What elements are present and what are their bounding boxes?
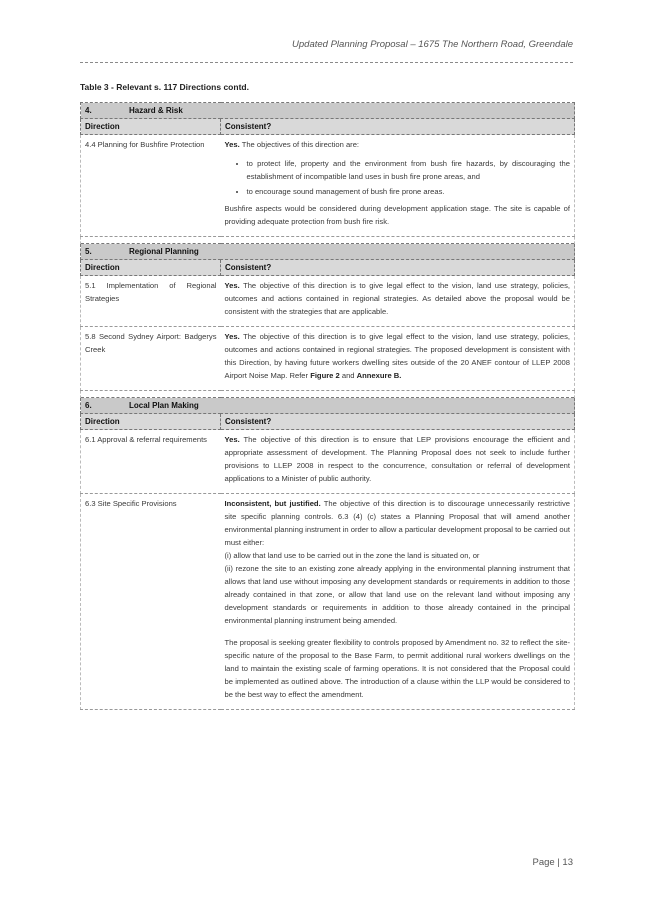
section-header-regional — [81, 244, 575, 260]
list-item: • to encourage sound management of bush fire prone areas. — [247, 185, 571, 198]
justification-paragraph: The proposal is seeking greater flexibility to controls proposed by Amendment no. 32 to reflect the site-specific nature of the proposal to the Base Farm, to permit additional rural workers dwellings on the land to maintain the existing scale of farming operations. It is not considered that the Proposal could be implemented as outlined above. The introduction of a clause within the LLP would be considered to be the best way to effect the amendment. — [224, 638, 570, 699]
list-item: • to protect life, property and the environment from bush fire hazards, by discouraging the establishment of incompatible land uses in bush fire prone areas, and — [247, 157, 571, 183]
inconsistent-label: Inconsistent, but justified. — [224, 499, 321, 508]
yes-label: Yes. — [224, 281, 240, 290]
conjunction: and — [341, 371, 355, 380]
consistency-cell — [221, 430, 575, 494]
direction-cell: 6.3 Site Specific Provisions — [81, 494, 221, 710]
direction-column-header: Direction — [81, 119, 221, 135]
yes-label: Yes. — [224, 435, 240, 444]
table-row — [81, 276, 575, 327]
consistency-cell — [221, 276, 575, 327]
table-caption: Table 3 - Relevant s. 117 Directions contd. — [80, 82, 249, 92]
clause-ii: (ii) rezone the site to an existing zone already applying in the environmental planning instrument that allows that land use without imposing any development standards or requirements in addition to those already contained in that zone, or allow that land use on the relevant land without imposing any development standards or requirements in addition to those already contained in the principal environmental planning instrument being amended. — [224, 564, 570, 625]
consistency-cell — [221, 135, 575, 237]
table-row — [81, 494, 575, 710]
consistent-column-header: Consistent? — [221, 414, 575, 430]
column-header-row — [81, 260, 575, 276]
objective-list — [225, 157, 571, 198]
consistency-text: The objective of this direction is to give legal effect to the vision, land use strategy, policies, outcomes and actions contained in regional strategies. The proposed development is consistent with this Direction, by having future workers dwelling sites outside of the 20 ANEF contour of LLEP 2008 Airport Noise Map. Refer — [224, 332, 570, 380]
consistent-column-header: Consistent? — [221, 260, 575, 276]
section-number: 4. — [85, 106, 92, 115]
section-header-local — [81, 398, 575, 414]
table-row — [81, 327, 575, 391]
column-header-row — [81, 119, 575, 135]
section-number: 5. — [85, 247, 92, 256]
section-header-hazard — [81, 103, 575, 119]
column-header-row — [81, 414, 575, 430]
clause-i: (i) allow that land use to be carried out in the zone the land is situated on, or — [224, 551, 480, 560]
running-header: Updated Planning Proposal – 1675 The Northern Road, Greendale — [292, 39, 573, 50]
consistency-text: The objective of this direction is to ensure that LEP provisions encourage the efficient and appropriate assessment of development. The Planning Proposal does not seek to include further provisions to LLEP 2008 in respect to the concurrence, consultation or referral of development applications to a Minister of public authority. — [224, 435, 570, 483]
consistency-cell — [221, 327, 575, 391]
consistency-cell — [221, 494, 575, 710]
header-divider — [80, 62, 573, 63]
consistency-text: The objective of this direction is to give legal effect to the vision, land use strategy, policies, outcomes and actions contained in regional strategies. As detailed above the proposal would be consistent with the strategies that are applicable. — [224, 281, 570, 316]
yes-label: Yes. — [224, 140, 240, 149]
direction-cell: 6.1 Approval & referral requirements — [81, 430, 221, 494]
direction-column-header: Direction — [81, 260, 221, 276]
bushfire-note: Bushfire aspects would be considered during development application stage. The site is capable of providing adequate protection from bush fire risk. — [224, 204, 570, 226]
annexure-reference: Annexure B. — [356, 371, 402, 380]
objective-intro: The objectives of this direction are: — [241, 140, 360, 149]
section-title: Regional Planning — [129, 247, 199, 256]
directions-table — [80, 102, 575, 710]
direction-cell: 4.4 Planning for Bushfire Protection — [81, 135, 221, 237]
table-row — [81, 430, 575, 494]
section-number: 6. — [85, 401, 92, 410]
consistency-text: The objective of this direction is to discourage unnecessarily restrictive site specific planning controls. 6.3 (4) (c) states a Planning Proposal that will amend another environmental planning instrument in order to allow a particular development proposal to be carried out must either: — [224, 499, 570, 547]
yes-label: Yes. — [224, 332, 240, 341]
figure-reference: Figure 2 — [310, 371, 340, 380]
direction-column-header: Direction — [81, 414, 221, 430]
table-row — [81, 135, 575, 237]
direction-cell: 5.8 Second Sydney Airport: Badgerys Creek — [81, 327, 221, 391]
direction-cell: 5.1 Implementation of Regional Strategies — [81, 276, 221, 327]
section-title: Local Plan Making — [129, 401, 199, 410]
section-title: Hazard & Risk — [129, 106, 183, 115]
page-number: Page | 13 — [532, 857, 573, 868]
consistent-column-header: Consistent? — [221, 119, 575, 135]
